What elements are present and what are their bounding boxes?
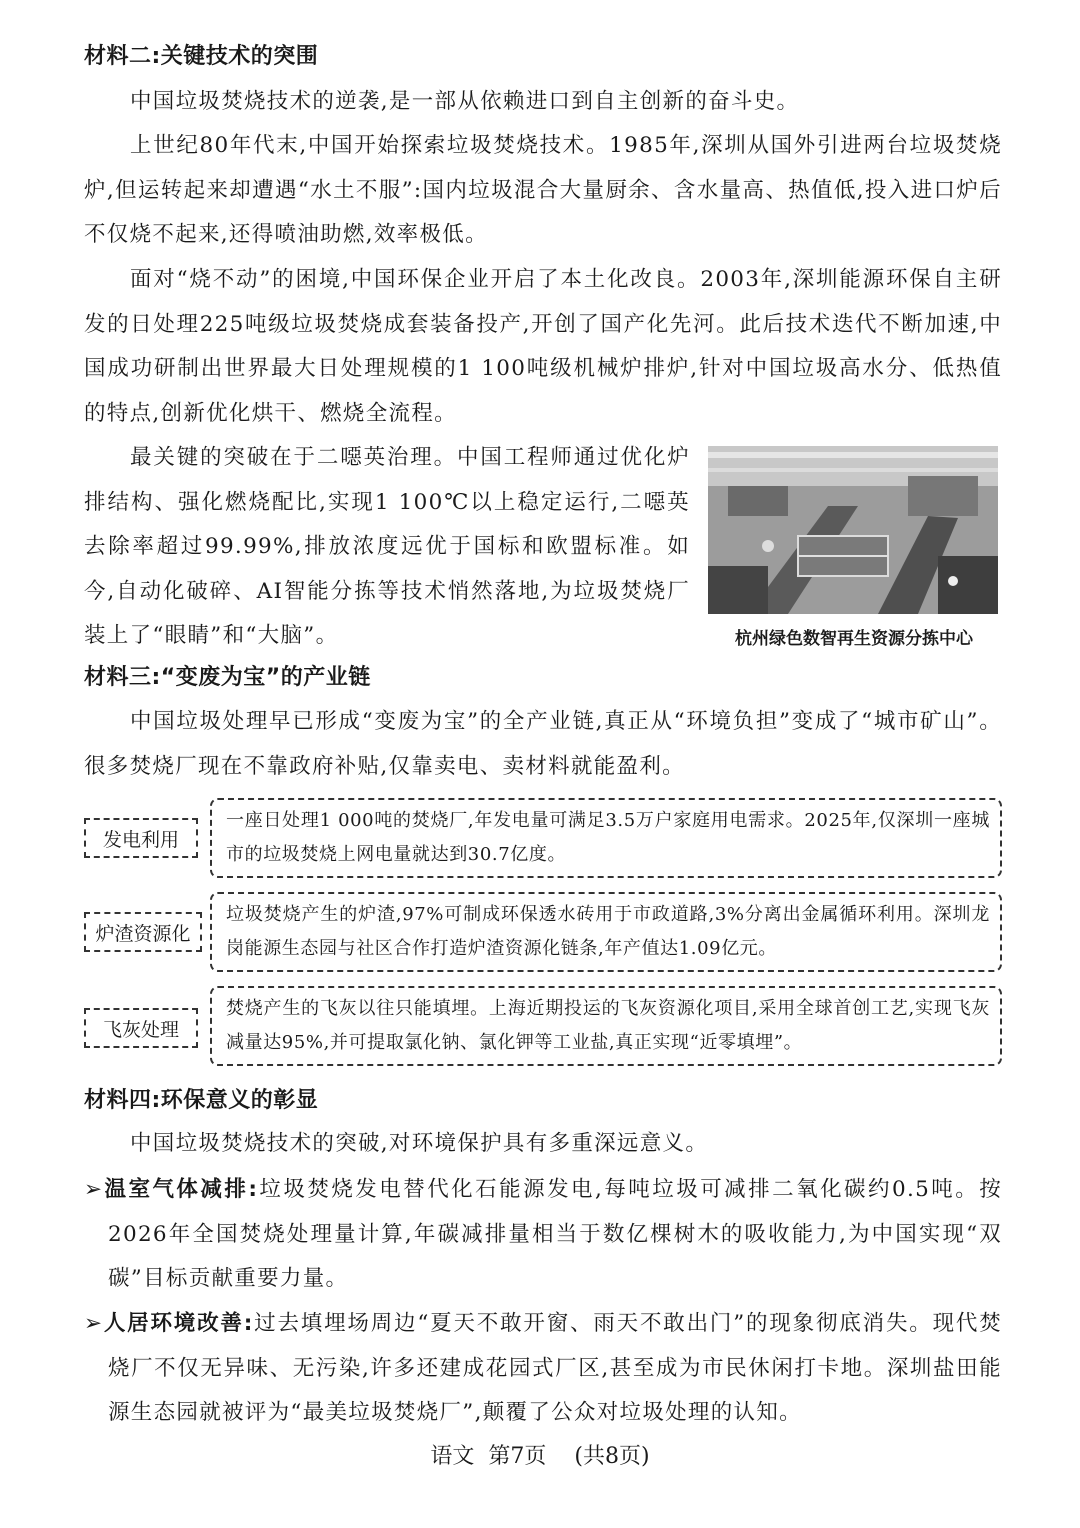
- footer-page-total: (共8页): [574, 1444, 650, 1469]
- bullet-arrow-icon: ➢: [84, 1311, 104, 1336]
- section2-paragraph-2: 上世纪80年代末,中国开始探索垃圾焚烧技术。1985年,深圳从国外引进两台垃圾焚烧炉,但运转起来却遭遇“水土不服”:国内垃圾混合大量厨余、含水量高、热值低,投入进口炉后不仅烧不起来,还得喷油助燃,效率极低。: [84, 133, 1002, 247]
- box-fly-ash: 焚烧产生的飞灰以往只能填埋。上海近期投运的飞灰资源化项目,采用全球首创工艺,实现飞灰减量达95%,并可提取氯化钠、氯化钾等工业盐,真正实现“近零填埋”。: [210, 986, 1002, 1066]
- bullet-living-lead: 人居环境改善:: [103, 1311, 254, 1336]
- section2-paragraph-4: 最关键的突破在于二噁英治理。中国工程师通过优化炉排结构、强化燃烧配比,实现1 100℃以上稳定运行,二噁英去除率超过99.99%,排放浓度远优于国标和欧盟标准。如今,自动化破碎、AI智能分拣等技术悄然落地,为垃圾焚烧厂装上了“眼睛”和“大脑”。: [84, 445, 690, 648]
- bullet-ghg-reduction: [84, 1168, 1002, 1302]
- section3-heading: 材料三:“变废为宝”的产业链: [84, 665, 371, 690]
- tag-power-generation: 发电利用: [84, 818, 198, 858]
- section4-paragraph-1: 中国垃圾焚烧技术的突破,对环境保护具有多重深远意义。: [130, 1131, 709, 1156]
- sorting-center-photo-graphic: [708, 446, 998, 614]
- box-power-generation: 一座日处理1 000吨的焚烧厂,年发电量可满足3.5万户家庭用电需求。2025年,仅深圳一座城市的垃圾焚烧上网电量就达到30.7亿度。: [210, 798, 1002, 878]
- bullet-living-text: 过去填埋场周边“夏天不敢开窗、雨天不敢出门”的现象彻底消失。现代焚烧厂不仅无异味、无污染,许多还建成花园式厂区,甚至成为市民休闲打卡地。深圳盐田能源生态园就被评为“最美垃圾焚烧厂”,颠覆了公众对垃圾处理的认知。: [108, 1311, 1003, 1425]
- bullet-living-environment: [84, 1302, 1002, 1436]
- box-slag-resource: 垃圾焚烧产生的炉渣,97%可制成环保透水砖用于市政道路,3%分离出金属循环利用。深圳龙岗能源生态园与社区合作打造炉渣资源化链条,年产值达1.09亿元。: [210, 892, 1002, 972]
- section2-heading: 材料二:关键技术的突围: [84, 44, 319, 69]
- bullet-ghg-text: 垃圾焚烧发电替代化石能源发电,每吨垃圾可减排二氧化碳约0.5吨。按2026年全国焚烧处理量计算,年碳减排量相当于数亿棵树木的吸收能力,为中国实现“双碳”目标贡献重要力量。: [108, 1177, 1002, 1291]
- figure-caption: 杭州绿色数智再生资源分拣中心: [735, 629, 973, 649]
- bullet-ghg-lead: 温室气体减排:: [103, 1177, 259, 1202]
- tag-slag-resource: 炉渣资源化: [84, 912, 202, 952]
- footer-subject: 语文: [430, 1444, 475, 1469]
- section2-paragraph-3: 面对“烧不动”的困境,中国环保企业开启了本土化改良。2003年,深圳能源环保自主研发的日处理225吨级垃圾焚烧成套装备投产,开创了国产化先河。此后技术迭代不断加速,中国成功研制出世界最大日处理规模的1 100吨级机械炉排炉,针对中国垃圾高水分、低热值的特点,创新优化烘干、燃烧全流程。: [84, 267, 1002, 426]
- section4-heading: 材料四:环保意义的彰显: [84, 1088, 319, 1113]
- section3-paragraph-1: 中国垃圾处理早已形成“变废为宝”的全产业链,真正从“环境负担”变成了“城市矿山”。很多焚烧厂现在不靠政府补贴,仅靠卖电、卖材料就能盈利。: [84, 709, 1002, 779]
- bullet-arrow-icon: ➢: [84, 1177, 104, 1202]
- tag-fly-ash: 飞灰处理: [84, 1008, 198, 1048]
- footer-page-number: 第7页: [488, 1444, 547, 1469]
- page-footer: [0, 1442, 1080, 1472]
- section2-paragraph-1: 中国垃圾焚烧技术的逆袭,是一部从依赖进口到自主创新的奋斗史。: [130, 89, 800, 114]
- sorting-center-photo: [708, 446, 998, 614]
